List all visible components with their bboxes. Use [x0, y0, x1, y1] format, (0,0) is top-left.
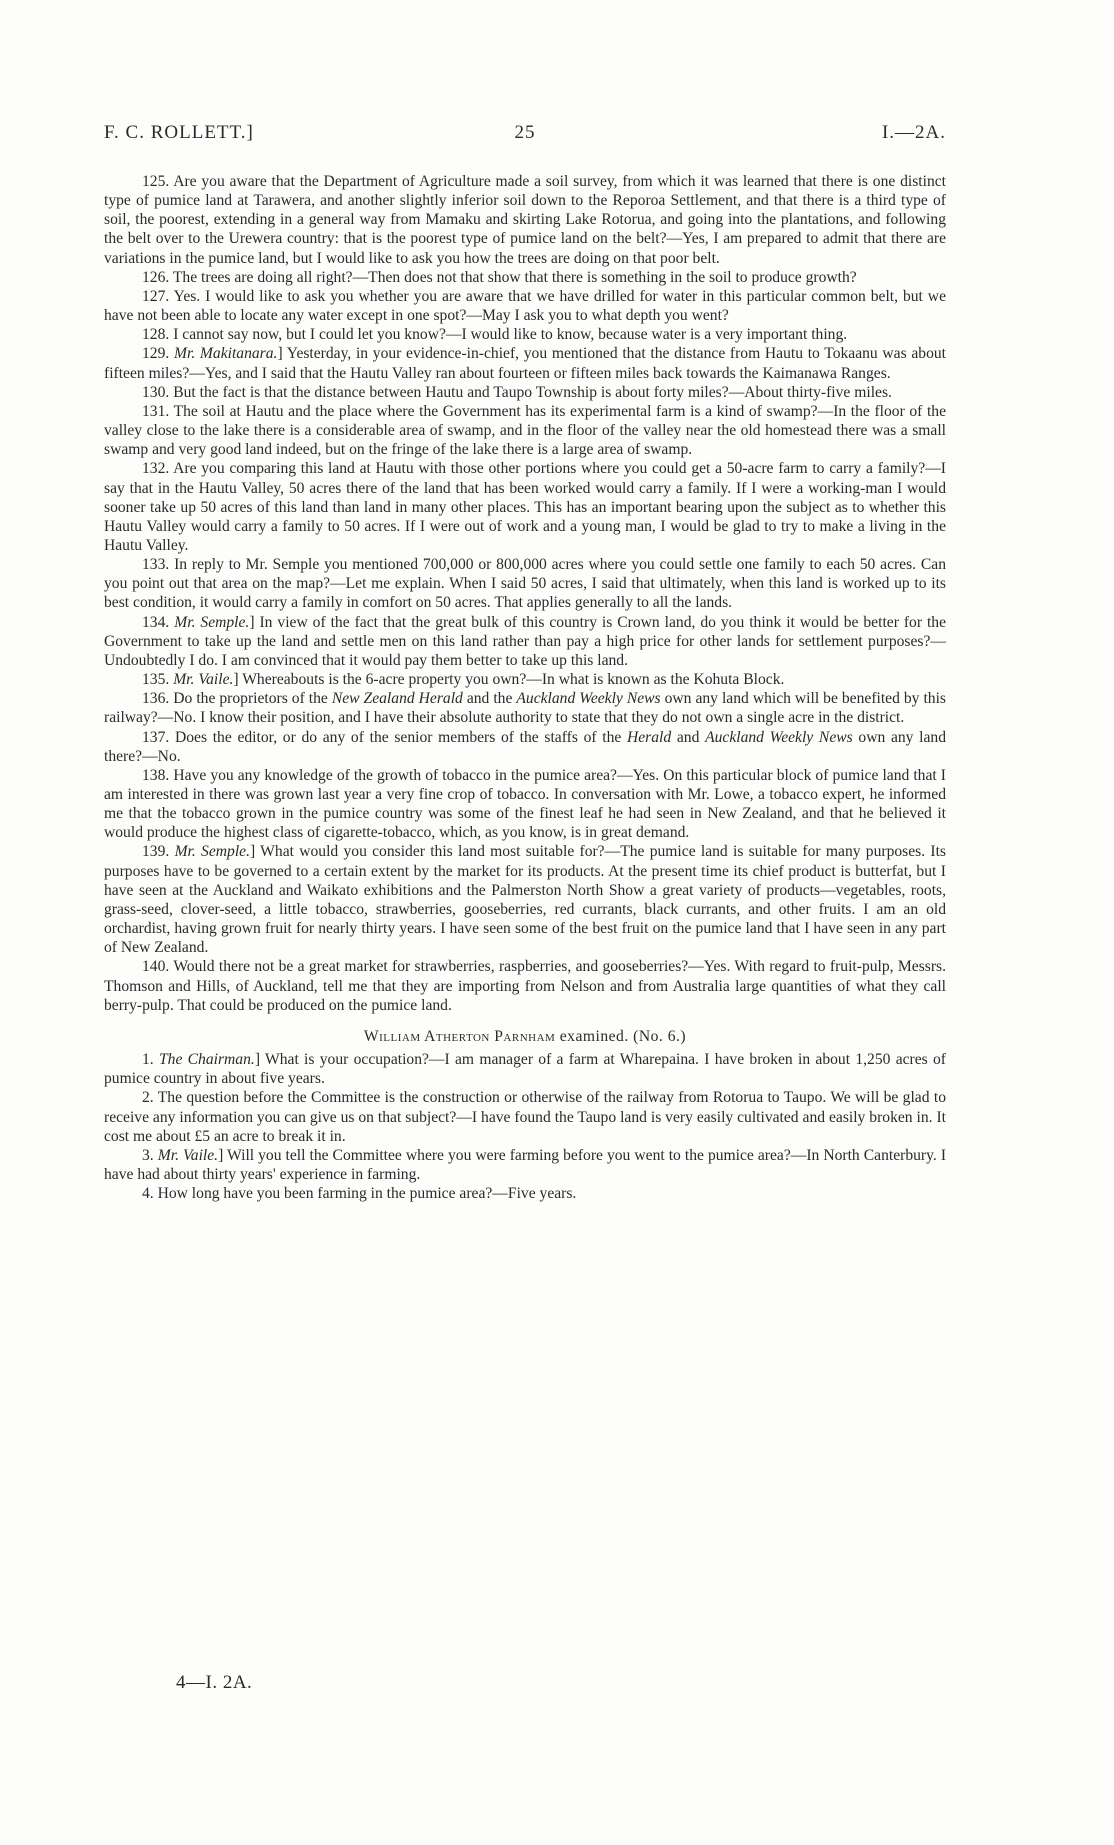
paragraph-text: 4. How long have you been farming in the pumice area?—Five years. — [142, 1185, 577, 1203]
speaker-name: New Zealand Herald — [331, 690, 463, 708]
evidence-paragraph — [104, 402, 946, 459]
paragraph-text: and the — [462, 690, 517, 708]
evidence-paragraph — [104, 555, 946, 612]
paragraph-text: ] Yesterday, in your evidence-in-chief, you mentioned that the distance from Hautu to Tokaanu was about fifteen miles?—Yes, and I said that the Hautu Valley ran about fourteen or fifteen miles back towards the Kaimanawa Ranges. — [104, 345, 947, 382]
evidence-paragraph — [104, 842, 946, 957]
witness-heading-rest: examined. (No. 6.) — [559, 1027, 687, 1045]
paragraph-text: 3. — [142, 1146, 158, 1164]
evidence-paragraph — [104, 325, 946, 344]
page-header — [104, 122, 946, 152]
speaker-name: Mr. Vaile. — [173, 671, 234, 689]
page-number: 25 — [514, 122, 536, 143]
evidence-paragraph — [104, 766, 946, 843]
paragraph-text: 130. But the fact is that the distance between Hautu and Taupo Township is about forty miles?—About thirty-five miles. — [142, 383, 892, 401]
paragraph-text: 2. The question before the Committee is the construction or otherwise of the railway from Rotorua to Taupo. We will be glad to receive any information you can give us on that subject?—I have found the Taupo land is very easily cultivated and easily broken in. It cost me about £5 an acre to break it in. — [104, 1089, 946, 1145]
evidence-paragraph — [104, 344, 946, 382]
evidence-paragraph — [104, 383, 946, 402]
evidence-paragraph — [104, 172, 946, 268]
speaker-name: Mr. Vaile. — [157, 1146, 219, 1164]
speaker-name: Mr. Semple. — [174, 843, 250, 861]
paragraph-text: 133. In reply to Mr. Semple you mentioned 700,000 or 800,000 acres where you could settle one family to each 50 acres. Can you point out that area on the map?—Let me explain. When I said 50 acres, I said that ultimately, when this land is worked up to its best condition, it would carry a family in comfort on 50 acres. That applies generally to all the lands. — [104, 556, 946, 612]
section-heading — [104, 1027, 946, 1046]
evidence-paragraph — [104, 670, 946, 689]
witness-name: William Atherton Parnham — [363, 1027, 556, 1045]
paragraph-text: ] In view of the fact that the great bulk of this country is Crown land, do you think it would be better for the Government to take up the land and settle men on this land rather than pay a high price for other lands for settlement purposes?—Undoubtedly I do. I am convinced that it would pay them better to take up this land. — [104, 613, 946, 669]
paragraph-text: 1. — [142, 1051, 159, 1069]
paragraph-text: 139. — [142, 843, 175, 861]
paragraph-text: ] What would you consider this land most suitable for?—The pumice land is suitable for many purposes. Its purposes have to be governed to a certain extent by the market for its products. At the present time its chief product is butterfat, but I have seen at the Auckland and Waikato exhibitions and the Palmerston North Show a great variety of products—vegetables, roots, grass-seed, clover-seed, a little tobacco, strawberries, gooseberries, red currants, black currants, and other fruits. I am an old orchardist, having grown fruit for nearly thirty years. I have seen some of the best fruit on the pumice land that I have seen in any part of New Zealand. — [104, 843, 946, 957]
evidence-paragraph — [104, 957, 946, 1014]
paragraph-text: 131. The soil at Hautu and the place where the Government has its experimental farm is a kind of swamp?—In the floor of the valley close to the lake there is a considerable area of swamp, and in the floor of the valley near the old homestead there was a small swamp and very good land indeed, but on the fringe of the lake there is a large area of swamp. — [104, 402, 946, 459]
evidence-paragraph — [104, 1088, 946, 1145]
document-reference: I.—2A. — [881, 122, 946, 143]
paragraph-text: ] Will you tell the Committee where you were farming before you went to the pumice area?—In North Canterbury. I have had about thirty years' experience in farming. — [104, 1146, 947, 1183]
paragraph-text: 134. — [142, 613, 175, 631]
paragraph-text: 132. Are you comparing this land at Hautu with those other portions where you could get a 50-acre farm to carry a family?—I say that in the Hautu Valley, 50 acres there of the land that has been worked would carry a family. If I were a working-man I would sooner take up 50 acres of this land than land in many other places. This has an important bearing upon the subject as to whether this Hautu Valley would carry a family to 50 acres. If I were out of work and a young man, I would be glad to try to make a living in the Hautu Valley. — [104, 460, 946, 554]
running-head-witness: F. C. ROLLETT.] — [104, 122, 254, 143]
paragraph-text: 138. Have you any knowledge of the growth of tobacco in the pumice area?—Yes. On this particular block of pumice land that I am interested in there was grown last year a very fine crop of tobacco. In conversation with Mr. Lowe, a tobacco expert, he informed me that the tobacco grown in the pumice country was some of the finest leaf he had seen in New Zealand, and that he believed it would produce the highest class of cigarette-tobacco, which, as you know, is in great demand. — [104, 766, 946, 842]
paragraph-text: 125. Are you aware that the Department of Agriculture made a soil survey, from which it was learned that there is one distinct type of pumice land at Tarawera, and another slightly inferior soil down to the Reporoa Settlement, and that there is a third type of soil, the poorest, extending in a general way from Mamaku and skirting Lake Rotorua, and going into the plantations, and following the belt over to the Urewera country: that is the poorest type of pumice land on the belt?—Yes, I am prepared to admit that there are variations in the pumice land, but I would like to ask you how the trees are doing on that poor belt. — [104, 173, 946, 267]
paragraph-text: 126. The trees are doing all right?—Then does not that show that there is something in the soil to produce growth? — [142, 268, 857, 286]
paragraph-text: 127. Yes. I would like to ask you whether you are aware that we have drilled for water in this particular common belt, but we have not been able to locate any water except in one spot?—May I ask you to what depth you went? — [104, 287, 946, 325]
paragraph-text: own any land there?—No. — [104, 728, 946, 765]
evidence-paragraphs-parnham — [104, 1050, 946, 1203]
paragraph-text: and — [671, 728, 706, 746]
speaker-name: Auckland Weekly News — [705, 728, 853, 746]
evidence-paragraph — [104, 1184, 946, 1203]
evidence-paragraph — [104, 689, 946, 727]
signature-mark: 4—I. 2A. — [176, 1672, 253, 1693]
paragraph-text: 128. I cannot say now, but I could let you know?—I would like to know, because water is a very important thing. — [142, 326, 848, 344]
evidence-paragraph — [104, 287, 946, 325]
paragraph-text: 135. — [142, 671, 174, 689]
speaker-name: Mr. Makitanara. — [173, 345, 278, 363]
speaker-name: Herald — [627, 728, 672, 746]
evidence-paragraph — [104, 613, 946, 670]
evidence-paragraphs-rollett — [104, 172, 946, 1015]
evidence-paragraph — [104, 268, 946, 287]
paragraph-text: 136. Do the proprietors of the — [142, 690, 332, 708]
paragraph-text: 140. Would there not be a great market for strawberries, raspberries, and gooseberries?—Yes. With regard to fruit-pulp, Messrs. Thomson and Hills, of Auckland, tell me that they are importing from Nelson and from Australia large quantities of what they call berry-pulp. That could be produced on the pumice land. — [104, 958, 946, 1014]
speaker-name: Auckland Weekly News — [516, 690, 661, 708]
paragraph-text: 137. Does the editor, or do any of the senior members of the staffs of the — [142, 728, 627, 746]
paragraph-text: ] Whereabouts is the 6-acre property you own?—In what is known as the Kohuta Block. — [233, 671, 785, 689]
speaker-name: Mr. Semple. — [174, 613, 250, 631]
document-body — [104, 172, 946, 1203]
paragraph-text: own any land which will be benefited by this railway?—No. I know their position, and I have their absolute authority to state that they do not own a single acre in the district. — [104, 690, 947, 727]
evidence-paragraph — [104, 1146, 946, 1184]
speaker-name: The Chairman. — [158, 1051, 255, 1069]
paragraph-text: 129. — [142, 345, 174, 363]
evidence-paragraph — [104, 1050, 946, 1088]
evidence-paragraph — [104, 728, 946, 766]
paragraph-text: ] What is your occupation?—I am manager of a farm at Wharepaina. I have broken in about 1,250 acres of pumice country in about five years. — [104, 1051, 946, 1088]
evidence-paragraph — [104, 459, 946, 555]
